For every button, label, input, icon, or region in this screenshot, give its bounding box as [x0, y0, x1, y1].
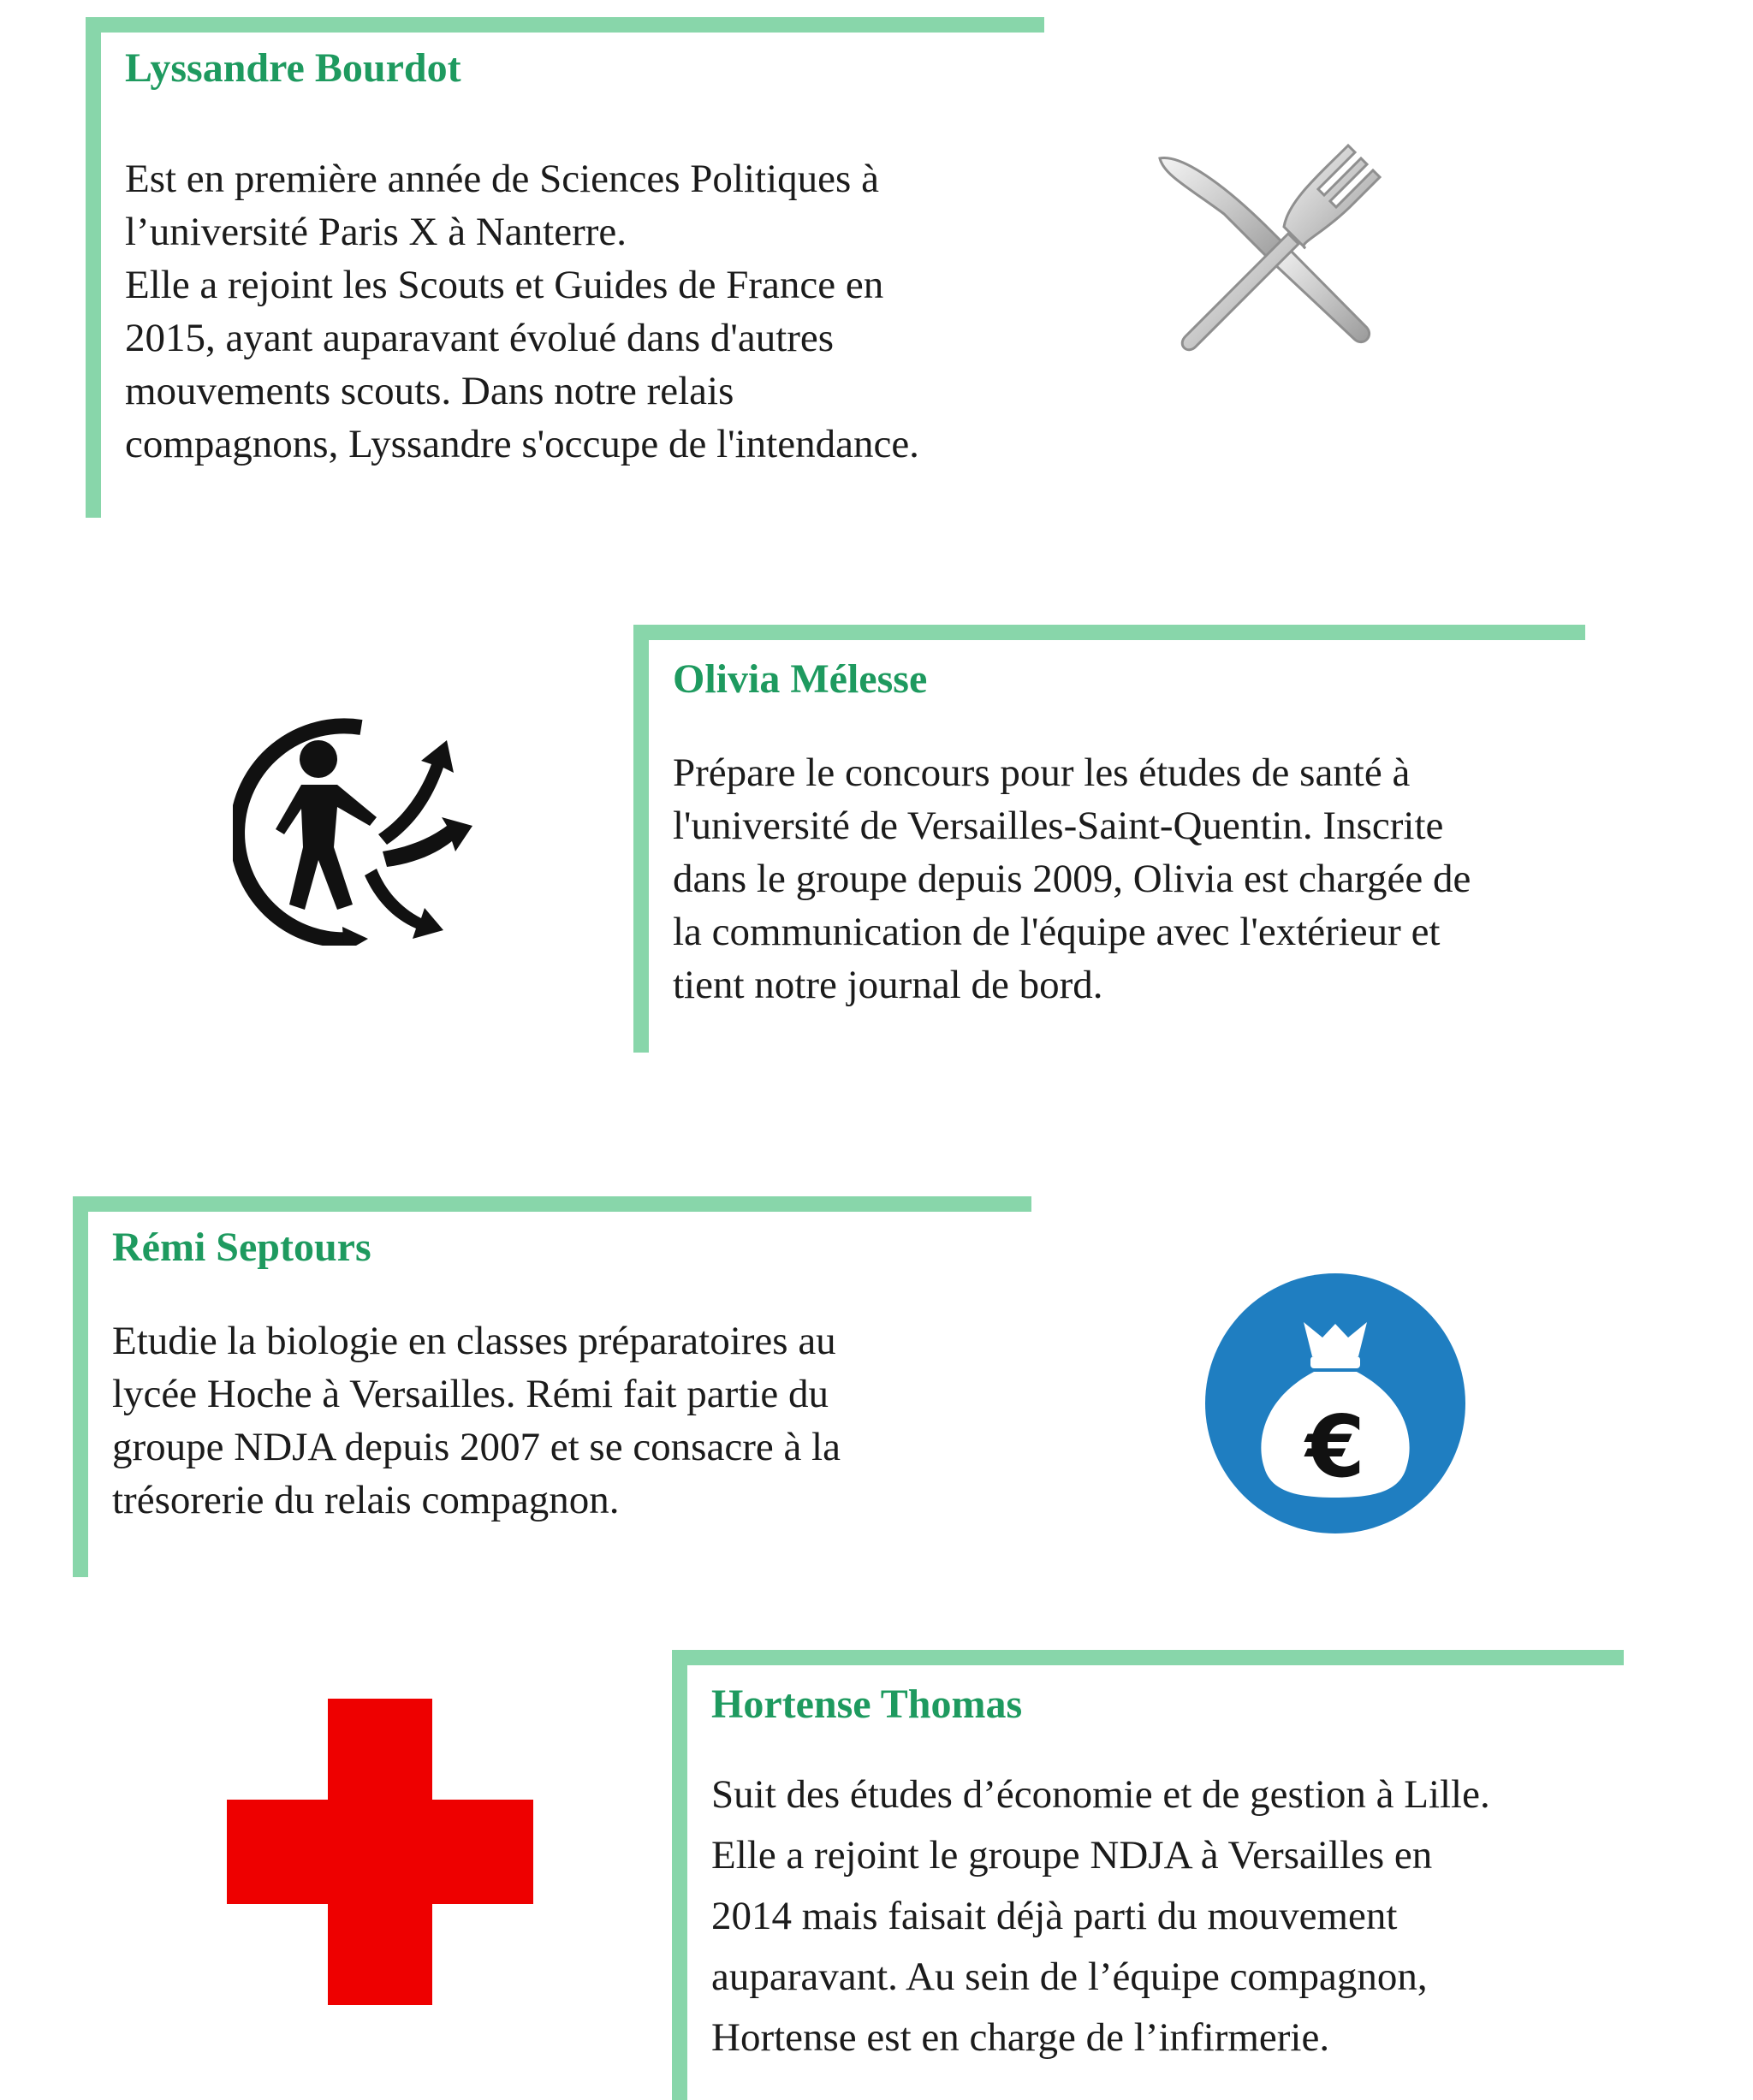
member-card-hortense	[672, 1650, 1624, 2100]
card-top-border	[633, 625, 1585, 640]
card-left-border	[672, 1650, 687, 2100]
member-name: Rémi Septours	[112, 1225, 371, 1270]
cutlery-icon	[1143, 133, 1399, 372]
member-bio: Suit des études d’économie et de gestion à Lille. Elle a rejoint le groupe NDJA à Versailles en 2014 mais faisait déjà parti du mouvement auparavant. Au sein de l’équipe compagnon, Hortense est en charge de l’infirmerie.	[711, 1772, 1490, 2060]
member-name: Olivia Mélesse	[673, 656, 928, 702]
member-name: Lyssandre Bourdot	[125, 45, 461, 91]
member-card-lyssandre	[86, 17, 1044, 518]
red-cross-icon	[227, 1699, 533, 2005]
member-card-olivia	[633, 625, 1585, 1053]
recycling-triman-icon	[233, 706, 481, 946]
card-top-border	[86, 17, 1044, 33]
card-left-border	[633, 625, 649, 1053]
member-bio: Prépare le concours pour les études de santé à l'université de Versailles-Saint-Quentin. Inscrite dans le groupe depuis 2009, Olivia est chargée de la communication de l'équipe avec l'extérieur et tient notre journal de bord.	[673, 750, 1471, 1007]
member-bio: Etudie la biologie en classes préparatoires au lycée Hoche à Versailles. Rémi fait partie du groupe NDJA depuis 2007 et se consacre à la trésorerie du relais compagnon.	[112, 1319, 841, 1522]
member-card-remi	[73, 1196, 1031, 1577]
euro-money-bag-icon	[1203, 1271, 1468, 1536]
member-name: Hortense Thomas	[711, 1682, 1023, 1727]
card-left-border	[86, 17, 101, 518]
card-top-border	[672, 1650, 1624, 1665]
member-bio: Est en première année de Sciences Politiques à l’université Paris X à Nanterre. Elle a rejoint les Scouts et Guides de France en 2015, ayant auparavant évolué dans d'autres mouvements scouts. Dans notre relais compagnons, Lyssandre s'occupe de l'intendance.	[125, 157, 919, 466]
svg-text:€: €	[1305, 1397, 1365, 1497]
card-top-border	[73, 1196, 1031, 1212]
card-left-border	[73, 1196, 88, 1577]
